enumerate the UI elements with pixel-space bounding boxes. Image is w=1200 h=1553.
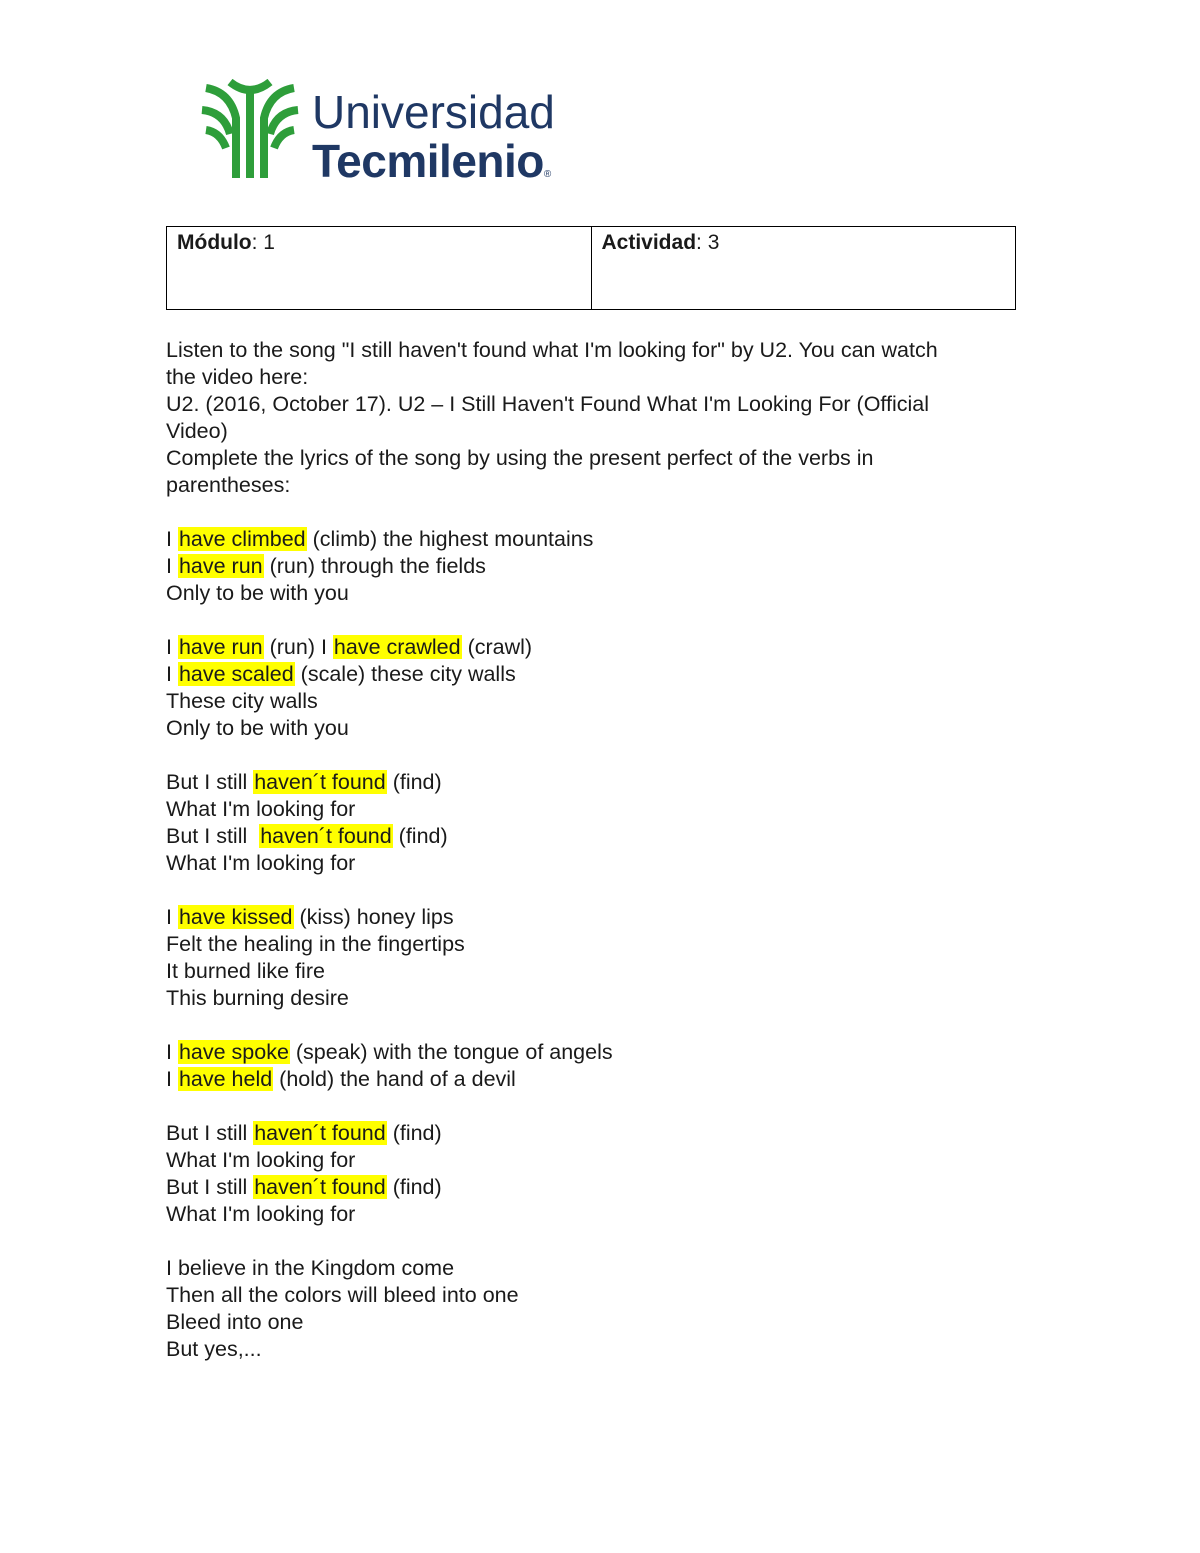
answer-highlight: have scaled bbox=[178, 662, 294, 686]
lyric-line: I have run (run) through the fields bbox=[166, 554, 486, 578]
module-activity-table bbox=[166, 226, 1016, 310]
answer-highlight: have kissed bbox=[178, 905, 293, 929]
lyric-line: Only to be with you bbox=[166, 581, 349, 605]
answer-highlight: haven´t found bbox=[254, 770, 386, 794]
lyric-line: I have held (hold) the hand of a devil bbox=[166, 1067, 516, 1091]
lyric-line: But I still haven´t found (find) bbox=[166, 1175, 442, 1199]
lyric-line: Only to be with you bbox=[166, 716, 349, 740]
intro-line: Listen to the song "I still haven't found what I'm looking for" by U2. You can watch bbox=[166, 338, 938, 362]
reference-line: Video) bbox=[166, 419, 228, 443]
lyric-line: Felt the healing in the fingertips bbox=[166, 932, 465, 956]
lyric-line: It burned like fire bbox=[166, 959, 325, 983]
lyric-line: I have scaled (scale) these city walls bbox=[166, 662, 516, 686]
answer-highlight: have spoke bbox=[178, 1040, 289, 1064]
lyric-line: These city walls bbox=[166, 689, 318, 713]
lyric-line: But I still haven´t found (find) bbox=[166, 770, 442, 794]
lyric-line: Then all the colors will bleed into one bbox=[166, 1283, 519, 1307]
answer-highlight: have run bbox=[178, 554, 263, 578]
answer-highlight: have run bbox=[178, 635, 263, 659]
reference-line: U2. (2016, October 17). U2 – I Still Haven't Found What I'm Looking For (Official bbox=[166, 392, 930, 416]
modulo-label: Módulo bbox=[177, 231, 252, 254]
lyric-line: Bleed into one bbox=[166, 1310, 304, 1334]
info-row bbox=[167, 227, 1016, 310]
actividad-cell bbox=[591, 227, 1016, 310]
answer-highlight: haven´t found bbox=[254, 1175, 386, 1199]
actividad-label: Actividad bbox=[601, 231, 697, 254]
lyric-line: But I still haven´t found (find) bbox=[166, 824, 448, 848]
lyric-line: What I'm looking for bbox=[166, 797, 356, 821]
answer-highlight: have crawled bbox=[333, 635, 461, 659]
lyric-line: But I still haven´t found (find) bbox=[166, 1121, 442, 1145]
answer-highlight: have climbed bbox=[178, 527, 306, 551]
lyric-line: But yes,... bbox=[166, 1337, 262, 1361]
intro-line: the video here: bbox=[166, 365, 309, 389]
modulo-cell bbox=[167, 227, 592, 310]
instruction-line: parentheses: bbox=[166, 473, 291, 497]
lyric-line: I believe in the Kingdom come bbox=[166, 1256, 455, 1280]
logo-wordmark bbox=[312, 88, 555, 200]
lyric-line: This burning desire bbox=[166, 986, 349, 1010]
actividad-value: : 3 bbox=[696, 231, 720, 254]
lyric-line: I have run (run) I have crawled (crawl) bbox=[166, 635, 533, 659]
university-logo bbox=[200, 78, 600, 188]
logo-registered-mark: ® bbox=[543, 169, 551, 180]
tecmilenio-logo-icon bbox=[200, 78, 300, 180]
lyric-line: I have climbed (climb) the highest mountains bbox=[166, 527, 594, 551]
answer-highlight: have held bbox=[178, 1067, 273, 1091]
lyric-line: What I'm looking for bbox=[166, 851, 356, 875]
modulo-value: : 1 bbox=[251, 231, 275, 254]
document-body bbox=[166, 337, 1026, 1363]
lyric-line: I have spoke (speak) with the tongue of angels bbox=[166, 1040, 613, 1064]
logo-tecmilenio bbox=[312, 136, 555, 200]
lyric-line: What I'm looking for bbox=[166, 1148, 356, 1172]
instruction-line: Complete the lyrics of the song by using the present perfect of the verbs in bbox=[166, 446, 874, 470]
lyric-line: What I'm looking for bbox=[166, 1202, 356, 1226]
logo-tecmilenio-text: Tecmilenio bbox=[312, 135, 544, 187]
logo-universidad: Universidad bbox=[312, 86, 555, 138]
answer-highlight: haven´t found bbox=[254, 1121, 386, 1145]
lyric-line: I have kissed (kiss) honey lips bbox=[166, 905, 454, 929]
answer-highlight: haven´t found bbox=[260, 824, 392, 848]
